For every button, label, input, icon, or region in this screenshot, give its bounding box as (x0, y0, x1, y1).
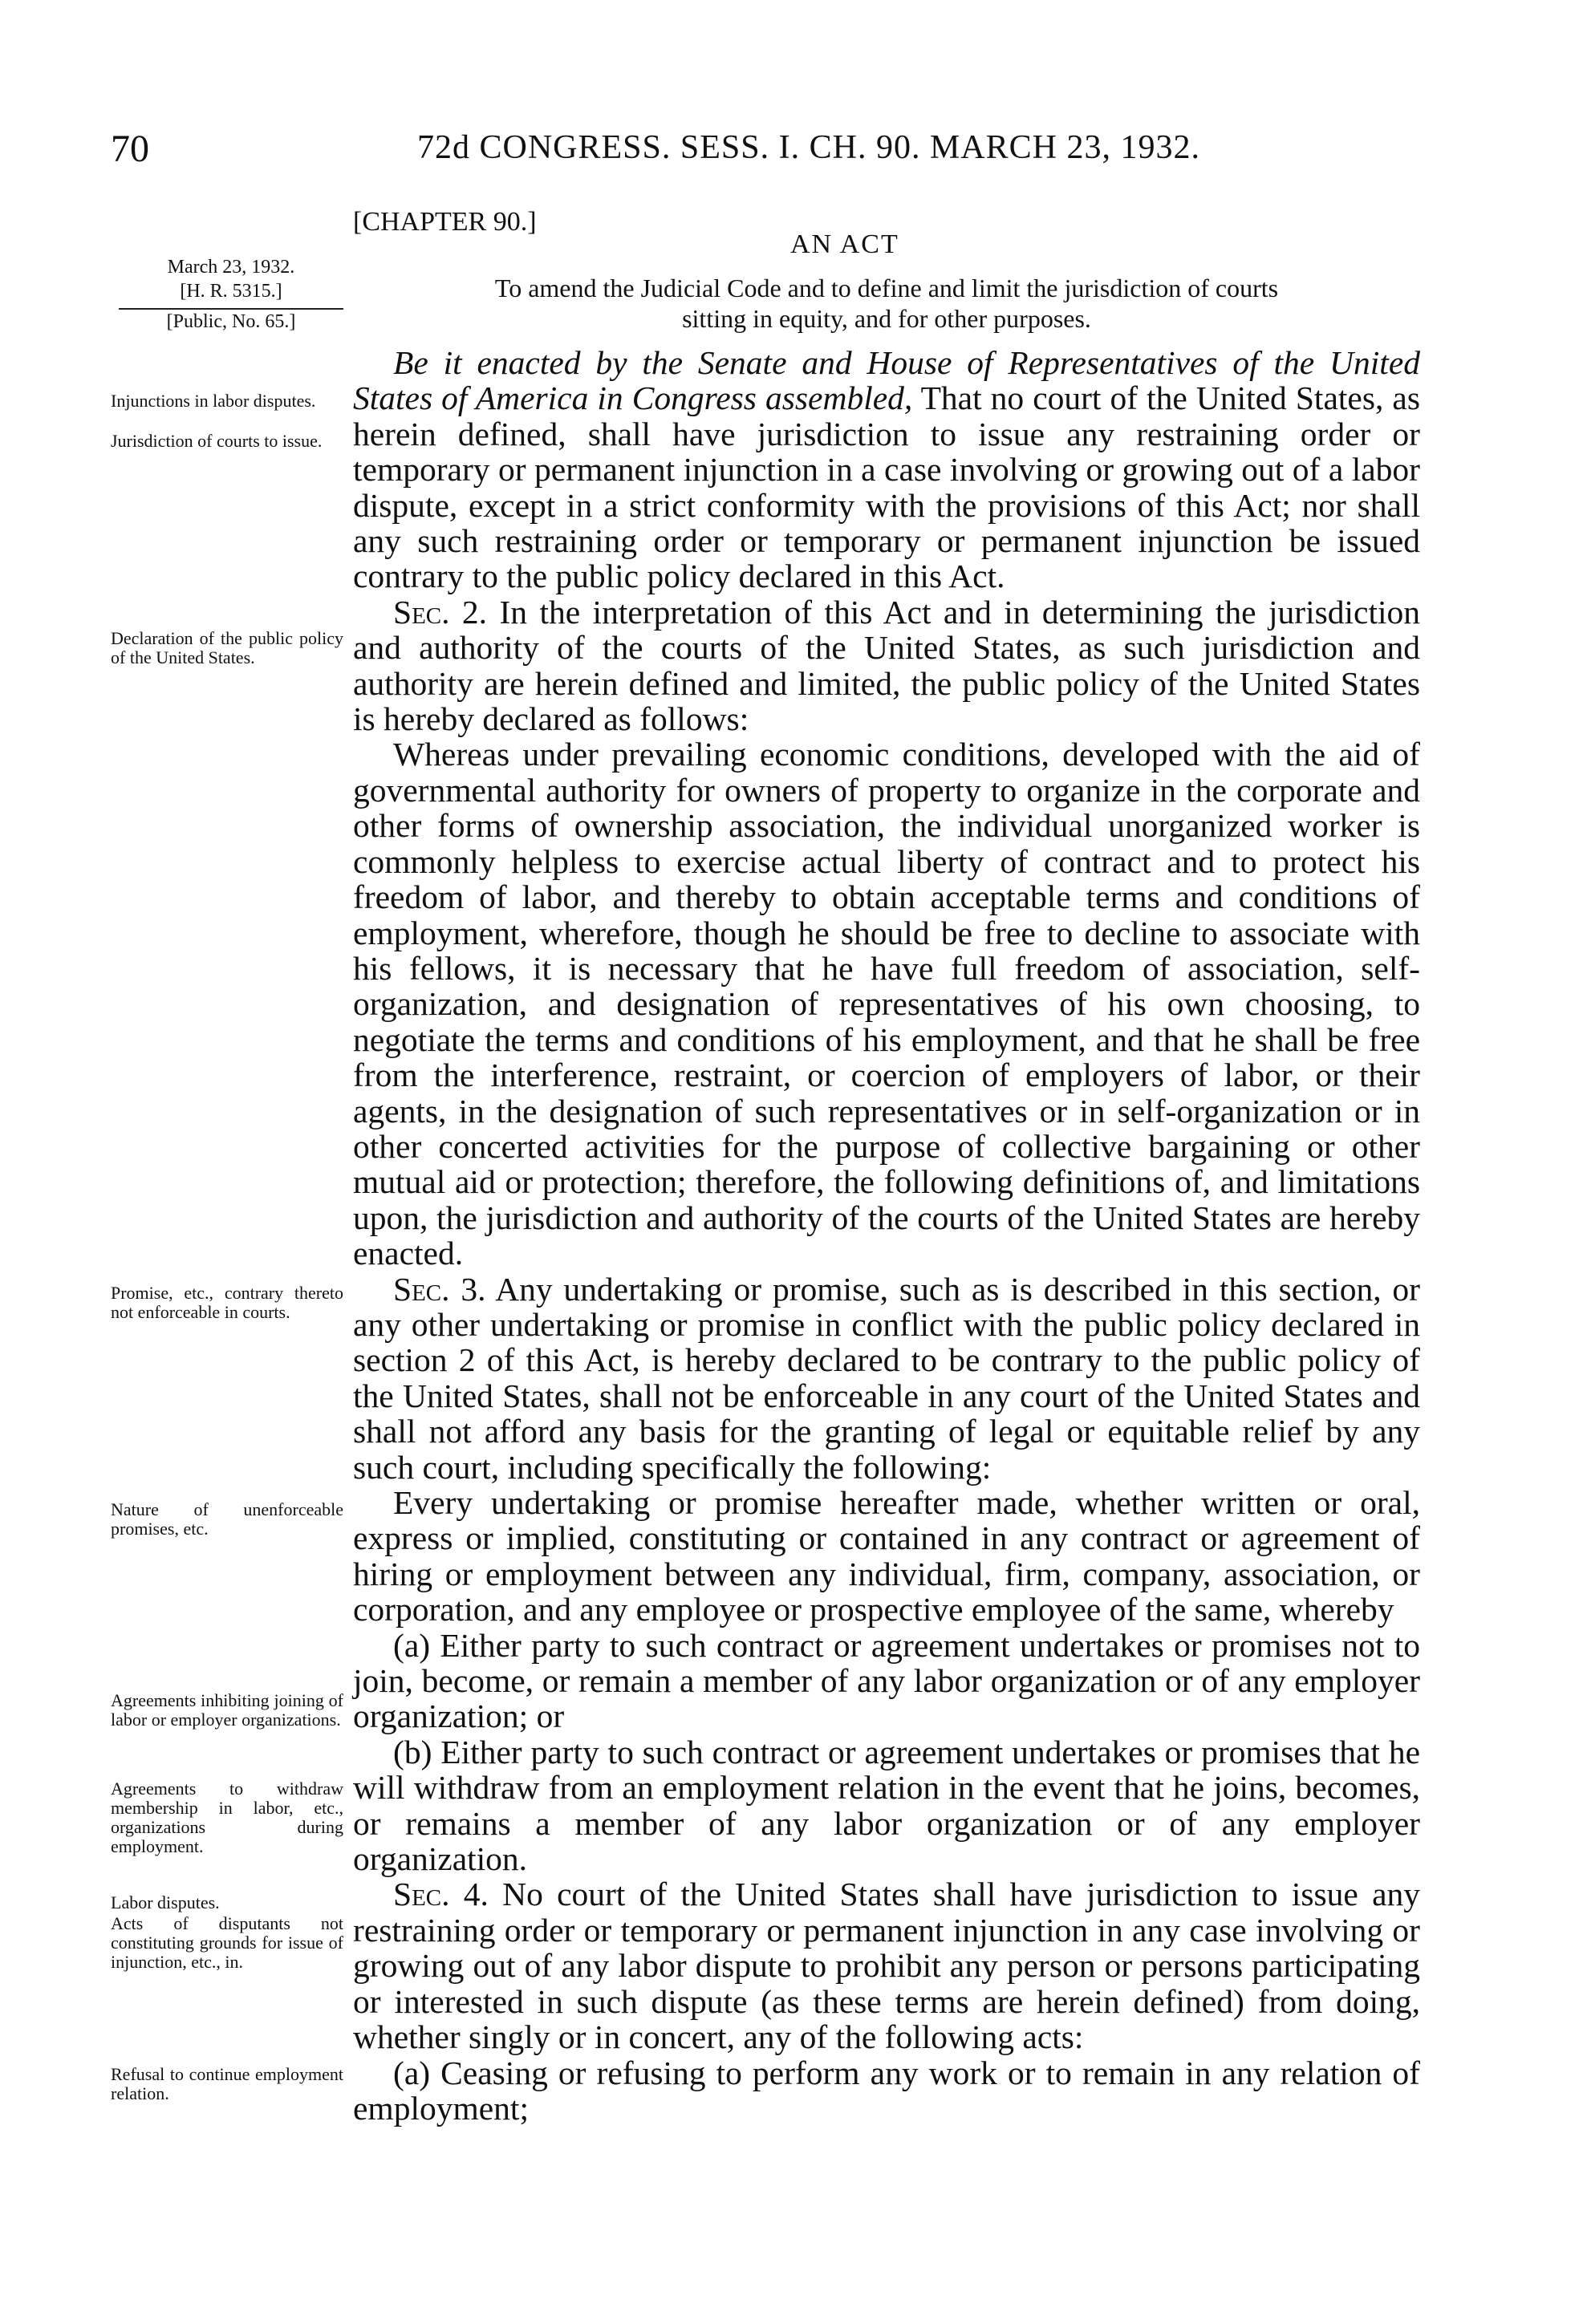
section-3-text: Any undertaking or promise, such as is described in this section, or any other undertaking or promise in conflict with the public policy declared in section 2 of this Act, is hereby declared to be contrary to the public policy of the United States, shall not be enforceable in any court of the United States and shall not afford any basis for the granting of legal or equitable relief by any such court, including specifically the following: (353, 1270, 1420, 1486)
section-4-text: No court of the United States shall have jurisdiction to issue any restraining order or temporary or permanent injunction in any case involving or growing out of any labor dispute to prohibit any person or persons participating or interested in such dispute (as these terms are herein defined) from doing, whether singly or in concert, any of the following acts: (353, 1876, 1420, 2056)
clause-b: (b) Either party to such contract or agreement undertakes or promises that he will withdraw from an employment relation in the event that he joins, becomes, or remains a member of any labor organization or of any employer organization. (353, 1733, 1420, 1878)
margin-note: Refusal to continue employment relation. (111, 2064, 343, 2103)
margin-note: Agreements inhibiting joining of labor or employer organizations. (111, 1690, 343, 1730)
running-head: 72d CONGRESS. SESS. I. CH. 90. MARCH 23, 1932. (417, 129, 1200, 166)
margin-note: Agreements to withdraw membership in labor, etc., organizations during employment. (111, 1778, 343, 1856)
section-3-label: Sec. 3. (393, 1270, 486, 1308)
enacting-clause: Be it enacted by the Senate and House of Representatives of the United States of America in Congress assembled, (353, 344, 1420, 417)
bill-date: March 23, 1932. (167, 257, 295, 278)
section-2-label: Sec. 2. (393, 593, 488, 631)
act-title-line-2: sitting in equity, and for other purposes. (682, 304, 1091, 333)
chapter-label: [CHAPTER 90.] (353, 207, 537, 237)
section-3 (353, 1272, 1420, 1485)
bill-identifier (111, 255, 351, 334)
margin-note: Acts of disputants not constituting grounds for issue of injunction, etc., in. (111, 1913, 343, 1972)
margin-note: Nature of unenforceable promises, etc. (111, 1499, 343, 1539)
act-heading: AN ACT (790, 229, 899, 259)
section-2 (353, 594, 1420, 737)
bill-public-no: [Public, No. 65.] (166, 311, 296, 332)
every-undertaking-paragraph: Every undertaking or promise hereafter made, whether written or oral, express or implied, constituting or contained in any contract or agreement of hiring or employment between any individual, firm, company, association, or corporation, and any employee or prospective employee of the same, whereby (353, 1484, 1420, 1628)
act-title (353, 273, 1420, 334)
margin-note: Injunctions in labor disputes. (111, 391, 316, 411)
margin-note: Declaration of the public policy of the United States. (111, 628, 343, 667)
enacting-paragraph (353, 345, 1420, 594)
statute-body (353, 345, 1420, 2126)
bill-number: [H. R. 5315.] (180, 281, 282, 302)
margin-note: Promise, etc., contrary thereto not enforceable in courts. (111, 1283, 343, 1322)
page-number: 70 (111, 128, 149, 170)
section-1-text: That no court of the United States, as herein defined, shall have jurisdiction to issue any restraining order or temporary or permanent injunction in a case involving or growing out of a labor dispute, except in a strict conformity with the provisions of this Act; nor shall any such restraining order or temporary or permanent injunction be issued contrary to the public policy declared in this Act. (353, 379, 1420, 595)
section-4-label: Sec. 4. (393, 1876, 489, 1913)
margin-note: Jurisdiction of courts to issue. (111, 431, 323, 451)
section-4-clause-a: (a) Ceasing or refusing to perform any work or to remain in any relation of employment; (353, 2054, 1420, 2127)
section-2-text: In the interpretation of this Act and in determining the jurisdiction and authority of the courts of the United States, as such jurisdiction and authority are herein defined and limited, the public policy of the United States is hereby declared as follows: (353, 593, 1421, 738)
clause-a: (a) Either party to such contract or agreement undertakes or promises not to join, become, or remain a member of any labor organization or of any employer organization; or (353, 1626, 1420, 1735)
act-title-line-1: To amend the Judicial Code and to define and limit the jurisdiction of courts (494, 274, 1279, 302)
whereas-paragraph: Whereas under prevailing economic conditions, developed with the aid of governmental authority for owners of property to organize in the corporate and other forms of ownership association, the individual unorganized worker is commonly helpless to exercise actual liberty of contract and to protect his freedom of labor, and thereby to obtain acceptable terms and conditions of employment, wherefore, though he should be free to decline to associate with his fellows, it is necessary that he have full freedom of association, self-organization, and designation of representatives of his own choosing, to negotiate the terms and conditions of his employment, and that he shall be free from the interference, restraint, or coercion of employers of labor, or their agents, in the designation of such representatives or in self-organization or in other concerted activities for the purpose of collective bargaining or other mutual aid or protection; therefore, the following definitions of, and limitations upon, the jurisdiction and authority of the courts of the United States are hereby enacted. (353, 736, 1420, 1272)
section-4 (353, 1876, 1420, 2054)
margin-note: Labor disputes. (111, 1892, 220, 1912)
